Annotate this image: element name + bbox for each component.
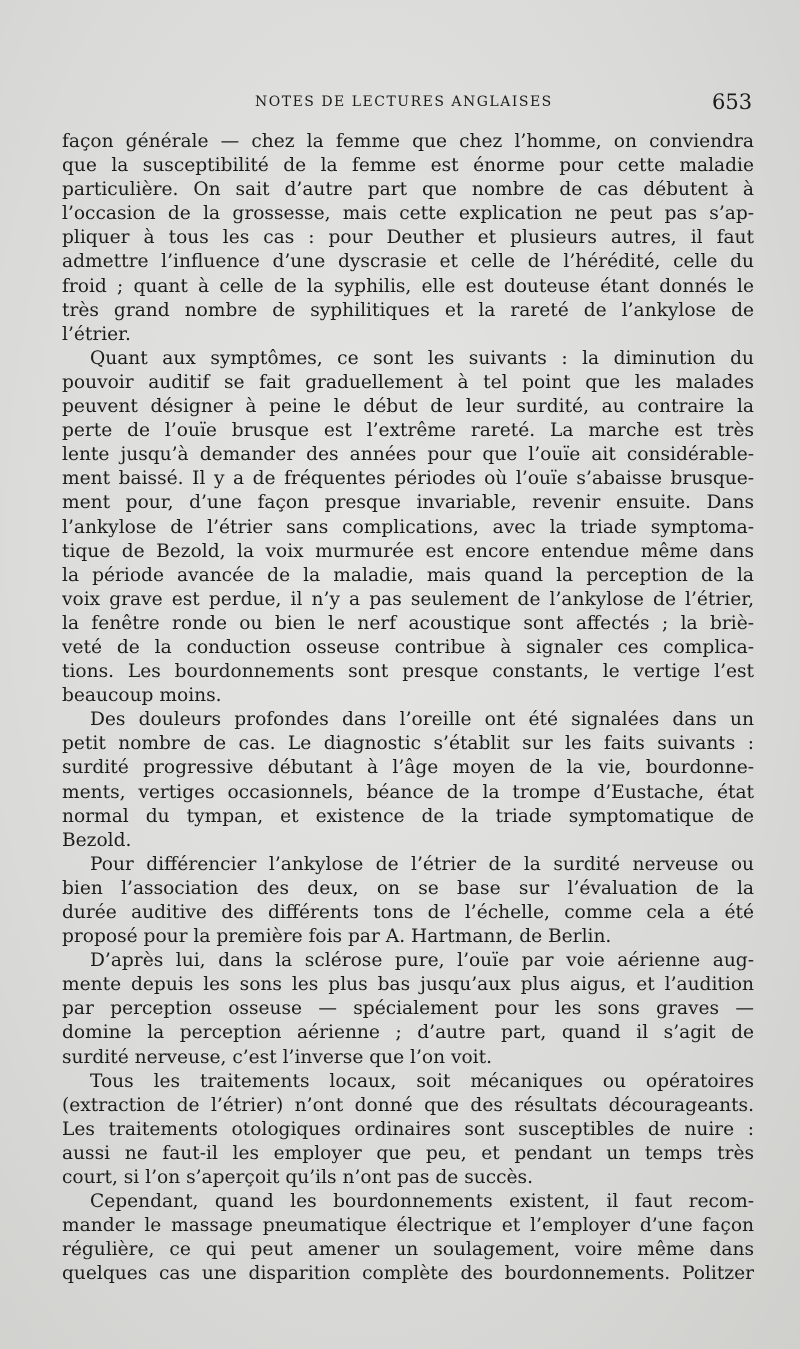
text-line: beaucoup moins. (62, 685, 222, 707)
text-line: surdité nerveuse, c’est l’inverse que l’on voit. (62, 1046, 492, 1068)
text-line: perte de l’ouïe brusque est l’extrême rareté. La marche est très (62, 420, 754, 442)
text-line: froid ; quant à celle de la syphilis, elle est douteuse étant donnés le (62, 275, 754, 297)
text-line: l’ankylose de l’étrier sans complications, avec la triade symptoma- (62, 516, 754, 538)
text-line: surdité progressive débutant à l’âge moyen de la vie, bourdonne- (62, 757, 754, 779)
running-head (0, 92, 800, 116)
text-line: proposé pour la première fois par A. Hartmann, de Berlin. (62, 926, 612, 948)
text-line: la période avancée de la maladie, mais quand la perception de la (62, 564, 754, 586)
text-line: Les traitements otologiques ordinaires sont susceptibles de nuire : (62, 1118, 754, 1140)
text-line: façon générale — chez la femme que chez l’homme, on conviendra (62, 131, 754, 152)
text-line: peuvent désigner à peine le début de leur surdité, au contraire la (62, 396, 754, 418)
text-line: régulière, ce qui peut amener un soulagement, voire même dans (62, 1239, 754, 1261)
text-line: bien l’association des deux, on se base sur l’évaluation de la (62, 877, 754, 899)
text-line: admettre l’influence d’une dyscrasie et celle de l’hérédité, celle du (62, 251, 754, 273)
text-line: très grand nombre de syphilitiques et la rareté de l’ankylose de (62, 299, 754, 321)
text-line: aussi ne faut-il les employer que peu, et pendant un temps très (62, 1142, 754, 1164)
text-line: normal du tympan, et existence de la triade symptomatique de (62, 805, 754, 827)
text-line: mente depuis les sons les plus bas jusqu’aux plus aigus, et l’audition (62, 974, 754, 996)
text-line: D’après lui, dans la sclérose pure, l’ouïe par voie aérienne aug- (90, 950, 754, 972)
text-line: Des douleurs profondes dans l’oreille ont été signalées dans un (90, 709, 754, 731)
text-line: la fenêtre ronde ou bien le nerf acoustique sont affectés ; la briè- (62, 612, 754, 634)
text-line: petit nombre de cas. Le diagnostic s’établit sur les faits suivants : (62, 733, 754, 755)
text-line: tions. Les bourdonnements sont presque constants, le vertige l’est (62, 661, 754, 683)
text-line: pouvoir auditif se fait graduellement à tel point que les malades (62, 371, 754, 393)
text-line: (extraction de l’étrier) n’ont donné que des résultats décourageants. (62, 1094, 754, 1116)
text-line: voix grave est perdue, il n’y a pas seulement de l’ankylose de l’étrier, (62, 588, 754, 610)
text-line: l’occasion de la grossesse, mais cette explication ne peut pas s’ap- (62, 203, 754, 225)
text-line: Quant aux symptômes, ce sont les suivants : la diminution du (90, 347, 754, 369)
text-line: Bezold. (62, 829, 132, 851)
text-line: lente jusqu’à demander des années pour que l’ouïe ait considérable- (62, 444, 754, 466)
running-title: NOTES DE LECTURES ANGLAISES (255, 94, 553, 110)
text-line: Cependant, quand les bourdonnements existent, il faut recom- (90, 1191, 754, 1213)
text-line: Tous les traitements locaux, soit mécaniques ou opératoires (90, 1070, 754, 1092)
text-line: ments, vertiges occasionnels, béance de la trompe d’Eustache, état (62, 781, 754, 803)
text-line: ment baissé. Il y a de fréquentes périodes où l’ouïe s’abaisse brusque- (62, 468, 754, 490)
text-line: Pour différencier l’ankylose de l’étrier de la surdité nerveuse ou (90, 853, 754, 875)
text-line: domine la perception aérienne ; d’autre part, quand il s’agit de (62, 1022, 754, 1044)
text-line: par perception osseuse — spécialement pour les sons graves — (62, 998, 754, 1020)
text-line: quelques cas une disparition complète des bourdonnements. Politzer (62, 1263, 754, 1285)
page-number: 653 (712, 90, 753, 114)
body-text (62, 130, 754, 1287)
text-line: pliquer à tous les cas : pour Deuther et plusieurs autres, il faut (62, 227, 754, 249)
text-line: particulière. On sait d’autre part que nombre de cas débutent à (62, 179, 754, 201)
text-line: court, si l’on s’aperçoit qu’ils n’ont pas de succès. (62, 1167, 533, 1189)
text-line: durée auditive des différents tons de l’échelle, comme cela a été (62, 902, 754, 923)
text-line: ment pour, d’une façon presque invariable, revenir ensuite. Dans (62, 492, 754, 514)
text-line: veté de la conduction osseuse contribue à signaler ces complica- (62, 636, 754, 658)
text-line: l’étrier. (62, 323, 131, 345)
text-line: tique de Bezold, la voix murmurée est encore entendue même dans (62, 540, 754, 562)
text-line: que la susceptibilité de la femme est énorme pour cette maladie (62, 155, 754, 177)
text-line: mander le massage pneumatique électrique et l’employer d’une façon (62, 1215, 754, 1237)
